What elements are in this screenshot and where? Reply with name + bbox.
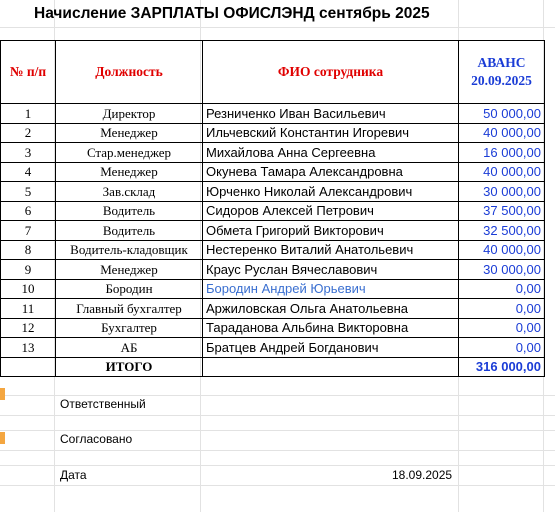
row-advance-amount[interactable]: 37 500,00 xyxy=(459,201,545,221)
row-number[interactable]: 3 xyxy=(1,143,56,163)
row-marker xyxy=(0,432,5,444)
row-number[interactable]: 8 xyxy=(1,240,56,260)
row-employee-name[interactable]: Резниченко Иван Васильевич xyxy=(203,104,459,124)
row-employee-name[interactable]: Нестеренко Виталий Анатольевич xyxy=(203,240,459,260)
header-advance-date: 20.09.2025 xyxy=(471,73,532,88)
grid-row-line xyxy=(0,27,555,28)
table-header-row xyxy=(1,41,545,104)
row-position[interactable]: Водитель xyxy=(56,201,203,221)
total-empty-cell[interactable] xyxy=(203,357,459,377)
row-number[interactable]: 4 xyxy=(1,162,56,182)
responsible-label: Ответственный xyxy=(60,397,146,411)
row-position[interactable]: Водитель-кладовщик xyxy=(56,240,203,260)
row-employee-name[interactable]: Окунева Тамара Александровна xyxy=(203,162,459,182)
table-row xyxy=(1,123,545,143)
row-position[interactable]: Водитель xyxy=(56,221,203,241)
row-employee-name[interactable]: Обмета Григорий Викторович xyxy=(203,221,459,241)
row-advance-amount[interactable]: 40 000,00 xyxy=(459,240,545,260)
table-row xyxy=(1,260,545,280)
table-row xyxy=(1,338,545,358)
table-row xyxy=(1,221,545,241)
total-amount[interactable]: 316 000,00 xyxy=(459,357,545,377)
row-number[interactable]: 7 xyxy=(1,221,56,241)
row-number[interactable]: 1 xyxy=(1,104,56,124)
row-advance-amount[interactable]: 40 000,00 xyxy=(459,123,545,143)
row-employee-name[interactable]: Аржиловская Ольга Анатольевна xyxy=(203,299,459,319)
row-number[interactable]: 10 xyxy=(1,279,56,299)
row-advance-amount[interactable]: 30 000,00 xyxy=(459,182,545,202)
row-number[interactable]: 13 xyxy=(1,338,56,358)
row-position[interactable]: Стар.менеджер xyxy=(56,143,203,163)
table-row xyxy=(1,201,545,221)
row-position[interactable]: Менеджер xyxy=(56,162,203,182)
grid-row-line xyxy=(0,415,555,416)
row-position[interactable]: Бородин xyxy=(56,279,203,299)
row-advance-amount[interactable]: 30 000,00 xyxy=(459,260,545,280)
row-number[interactable]: 5 xyxy=(1,182,56,202)
total-label[interactable]: ИТОГО xyxy=(56,357,203,377)
row-number[interactable]: 12 xyxy=(1,318,56,338)
header-position: Должность xyxy=(56,41,203,104)
table-row xyxy=(1,318,545,338)
total-row xyxy=(1,357,545,377)
row-position[interactable]: Главный бухгалтер xyxy=(56,299,203,319)
row-advance-amount[interactable]: 16 000,00 xyxy=(459,143,545,163)
row-employee-name[interactable]: Бородин Андрей Юрьевич xyxy=(203,279,459,299)
row-number[interactable]: 6 xyxy=(1,201,56,221)
row-position[interactable]: АБ xyxy=(56,338,203,358)
row-position[interactable]: Директор xyxy=(56,104,203,124)
row-advance-amount[interactable]: 0,00 xyxy=(459,299,545,319)
row-position[interactable]: Менеджер xyxy=(56,260,203,280)
row-marker xyxy=(0,388,5,400)
table-row xyxy=(1,240,545,260)
row-position[interactable]: Менеджер xyxy=(56,123,203,143)
date-label: Дата xyxy=(60,468,87,482)
row-number[interactable]: 2 xyxy=(1,123,56,143)
row-position[interactable]: Бухгалтер xyxy=(56,318,203,338)
table-row xyxy=(1,299,545,319)
row-employee-name[interactable]: Тараданова Альбина Викторовна xyxy=(203,318,459,338)
approved-label: Согласовано xyxy=(60,432,133,446)
row-employee-name[interactable]: Ильчевский Константин Игоревич xyxy=(203,123,459,143)
row-employee-name[interactable]: Сидоров Алексей Петрович xyxy=(203,201,459,221)
grid-row-line xyxy=(0,465,555,466)
row-employee-name[interactable]: Братцев Андрей Богданович xyxy=(203,338,459,358)
table-row xyxy=(1,143,545,163)
row-position[interactable]: Зав.склад xyxy=(56,182,203,202)
row-employee-name[interactable]: Михайлова Анна Сергеевна xyxy=(203,143,459,163)
table-row xyxy=(1,279,545,299)
grid-row-line xyxy=(0,395,555,396)
row-employee-name[interactable]: Юрченко Николай Александрович xyxy=(203,182,459,202)
header-number: № п/п xyxy=(1,41,56,104)
row-number[interactable]: 9 xyxy=(1,260,56,280)
date-value: 18.09.2025 xyxy=(392,468,453,482)
row-number[interactable]: 11 xyxy=(1,299,56,319)
row-advance-amount[interactable]: 40 000,00 xyxy=(459,162,545,182)
row-advance-amount[interactable]: 0,00 xyxy=(459,338,545,358)
row-employee-name[interactable]: Краус Руслан Вячеславович xyxy=(203,260,459,280)
grid-row-line xyxy=(0,485,555,486)
row-advance-amount[interactable]: 32 500,00 xyxy=(459,221,545,241)
header-advance xyxy=(459,41,545,104)
grid-row-line xyxy=(0,430,555,431)
row-advance-amount[interactable]: 0,00 xyxy=(459,279,545,299)
table-row xyxy=(1,162,545,182)
row-advance-amount[interactable]: 0,00 xyxy=(459,318,545,338)
payroll-table xyxy=(0,40,545,377)
grid-row-line xyxy=(0,450,555,451)
header-fio: ФИО сотрудника xyxy=(203,41,459,104)
sheet-title: Начисление ЗАРПЛАТЫ ОФИСЛЭНД сентябрь 2025 xyxy=(34,5,430,22)
row-advance-amount[interactable]: 50 000,00 xyxy=(459,104,545,124)
total-empty-cell[interactable] xyxy=(1,357,56,377)
table-row xyxy=(1,182,545,202)
header-advance-label: АВАНС xyxy=(477,55,526,70)
table-row xyxy=(1,104,545,124)
